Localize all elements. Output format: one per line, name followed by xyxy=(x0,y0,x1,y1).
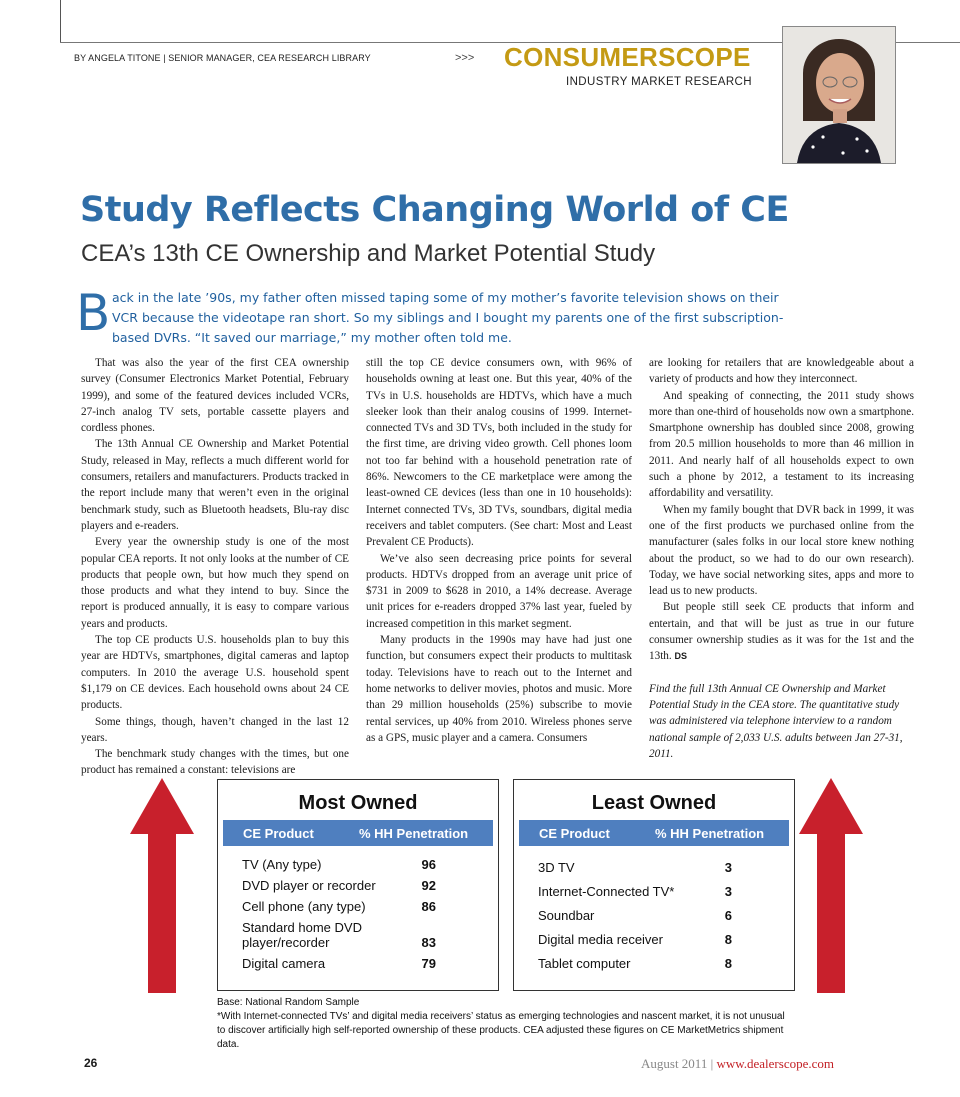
table-row-product: Soundbar xyxy=(538,908,595,923)
column-header-product: CE Product xyxy=(243,826,314,841)
intro-line: VCR because the videotape ran short. So my siblings and I bought my parents one of the first subscription- xyxy=(112,310,784,325)
table-row-value: 3 xyxy=(724,860,732,875)
article-title: Study Reflects Changing World of CE xyxy=(80,190,789,230)
header-vertical-rule xyxy=(60,0,61,42)
paragraph: still the top CE device consumers own, with 96% of households owning at least one. But this year, 40% of the TVs in U.S. households are HDTVs, which have a much sleeker look than their analog cousins of 1999. Internet-connected TVs and 3D TVs, both included in the study for the first time, are driving video growth. Cell phones loom not too far behind with a household penetration rate of 86%. Newcomers to the CE marketplace were among the least-owned CE devices (less than one in 10 households): Internet connected TVs, 3D TVs, soundbars, digital media receivers and tablet computers. (See chart: Most and Least Prevalent CE Products). xyxy=(366,357,632,549)
drop-cap: B xyxy=(76,284,111,342)
article-subtitle: CEA’s 13th CE Ownership and Market Potential Study xyxy=(81,240,656,267)
paragraph: Some things, though, haven’t changed in the last 12 years. xyxy=(81,715,349,744)
paragraph xyxy=(649,599,914,664)
table-row-value: 8 xyxy=(724,956,732,971)
paragraph: When my family bought that DVR back in 1999, it was one of the first products we purchased online from the manufacturer (sales folks in our local store knew nothing about the product, so we had to do our own research). Today, we have social networking sites, apps and more to lead us to new products. xyxy=(649,503,914,598)
table-row-value: 8 xyxy=(724,932,732,947)
intro-line: based DVRs. “It saved our marriage,” my mother often told me. xyxy=(112,330,512,345)
paragraph: Every year the ownership study is one of the most popular CEA reports. It not only looks at the number of CE products that people own, but how much they spend on those products and what they intend to buy. Since the report is produced annually, it is easy to compare various years and products. xyxy=(81,536,349,630)
table-row-product: 3D TV xyxy=(538,860,575,875)
table-row-value: 92 xyxy=(421,878,436,893)
paragraph: And speaking of connecting, the 2011 study shows more than one-third of households now own a smartphone. Smartphone ownership has doubled since 2008, growing from 20.5 million households to more than 46 million in 2011. And nearly half of all households expect to own such a phone by 2012, a testament to its increasing affordability and versatility. xyxy=(649,389,914,500)
table-header-bar xyxy=(223,820,493,846)
intro-line: ack in the late ’90s, my father often missed taping some of my mother’s favorite television shows on their xyxy=(112,290,779,305)
table-row-value: 3 xyxy=(724,884,732,899)
footnote-asterisk: *With Internet-connected TVs’ and digital media receivers’ status as emerging technologies and nascent market, it is not unusual to discover artificially high self-reported ownership of these products. CEA adjusted these figures on CE MarketMetrics shipment data. xyxy=(217,1011,785,1050)
table-row-product: Internet-Connected TV* xyxy=(538,884,675,899)
up-arrow-right-icon xyxy=(799,778,863,993)
table-row-product: DVD player or recorder xyxy=(242,878,376,893)
table-row-product: Standard home DVD player/recorder xyxy=(242,920,362,950)
byline: BY ANGELA TITONE | SENIOR MANAGER, CEA RESEARCH LIBRARY xyxy=(74,53,371,63)
paragraph: That was also the year of the first CEA ownership survey (Consumer Electronics Market Potential, February 1999), and some of the featured devices included VCRs, 27-inch analog TV sets, portable cassette players and cordless phones. xyxy=(81,357,349,435)
table-heading: Most Owned xyxy=(298,792,418,814)
brand-subtitle: INDUSTRY MARKET RESEARCH xyxy=(566,76,752,88)
footnote-base: Base: National Random Sample xyxy=(217,997,360,1008)
paragraph: The top CE products U.S. households plan to buy this year are HDTVs, smartphones, digital cameras and laptop computers. In 2010 the average U.S. household spent $1,179 on CE devices. Each household owns about 24 CE products. xyxy=(81,634,349,712)
column-2 xyxy=(366,355,632,746)
chevrons: >>> xyxy=(455,52,475,64)
paragraph: Many products in the 1990s may have had just one function, but consumers expect their products to multitask today. Televisions have to reach out to the Internet and home networks to deliver movies, photos and music. More than 29 million households (25%) subscribe to movie rental services, up 40% from 2010. Wireless phones serve as a GPS, music player and a camera. Consumers xyxy=(366,634,632,744)
column-header-penetration: % HH Penetration xyxy=(359,826,469,841)
column-header-product: CE Product xyxy=(539,826,610,841)
paragraph: We’ve also seen decreasing price points for several products. HDTVs dropped from an average unit price of $731 in 2009 to $628 in 2010, a 14% decrease. Average unit prices for e-readers dropped 37% last year, fueled by increased competition in this market segment. xyxy=(366,552,632,630)
most-owned-table xyxy=(217,779,499,991)
author-portrait xyxy=(782,26,896,164)
table-row-value: 83 xyxy=(421,935,436,950)
column-3 xyxy=(649,355,914,762)
paragraph-text: But people still seek CE products that inform and entertain, and that will be just as true in our future consumer ownership studies as it was for the 1st and the 13th. xyxy=(649,601,914,663)
table-row-product: Cell phone (any type) xyxy=(242,899,366,914)
paragraph: are looking for retailers that are knowledgeable about a variety of products and how they interconnect. xyxy=(649,357,914,386)
column-header-penetration: % HH Penetration xyxy=(655,826,765,841)
website-link[interactable]: www.dealerscope.com xyxy=(716,1056,834,1071)
column-1 xyxy=(81,355,349,779)
chart-footnote xyxy=(217,996,792,1052)
table-heading: Least Owned xyxy=(591,792,717,814)
table-row-product: TV (Any type) xyxy=(242,857,322,872)
footer-separator: | xyxy=(710,1056,714,1071)
table-row-value: 79 xyxy=(421,956,436,971)
issue-date: August 2011 xyxy=(641,1056,708,1071)
table-row-value: 96 xyxy=(421,857,436,872)
table-header-bar xyxy=(519,820,789,846)
author-sign: DS xyxy=(674,651,687,662)
paragraph: The benchmark study changes with the times, but one product has remained a constant: televisions are xyxy=(81,748,349,777)
brand-title: CONSUMERSCOPE xyxy=(504,42,751,72)
table-row-product: Digital camera xyxy=(242,956,326,971)
footer-info xyxy=(641,1056,834,1072)
study-note: Find the full 13th Annual CE Ownership and Market Potential Study in the CEA store. The quantitative study was administered via telephone interview to a random national sample of 2,033 U.S. adults between Jan 27-31, 2011. xyxy=(649,682,903,760)
table-row-value: 6 xyxy=(724,908,732,923)
up-arrow-left-icon xyxy=(130,778,194,993)
table-row-product: Digital media receiver xyxy=(538,932,663,947)
paragraph: The 13th Annual CE Ownership and Market Potential Study, released in May, reflects a much different world for consumers, retailers and manufacturers. Products tracked in the report include many that weren’t even in the original benchmark study, such as Bluetooth headsets, Blu-ray disc players and e-readers. xyxy=(81,438,349,532)
table-row-product: Tablet computer xyxy=(538,956,631,971)
page-number: 26 xyxy=(84,1056,98,1070)
table-row-value: 86 xyxy=(421,899,436,914)
least-owned-table xyxy=(513,779,795,991)
